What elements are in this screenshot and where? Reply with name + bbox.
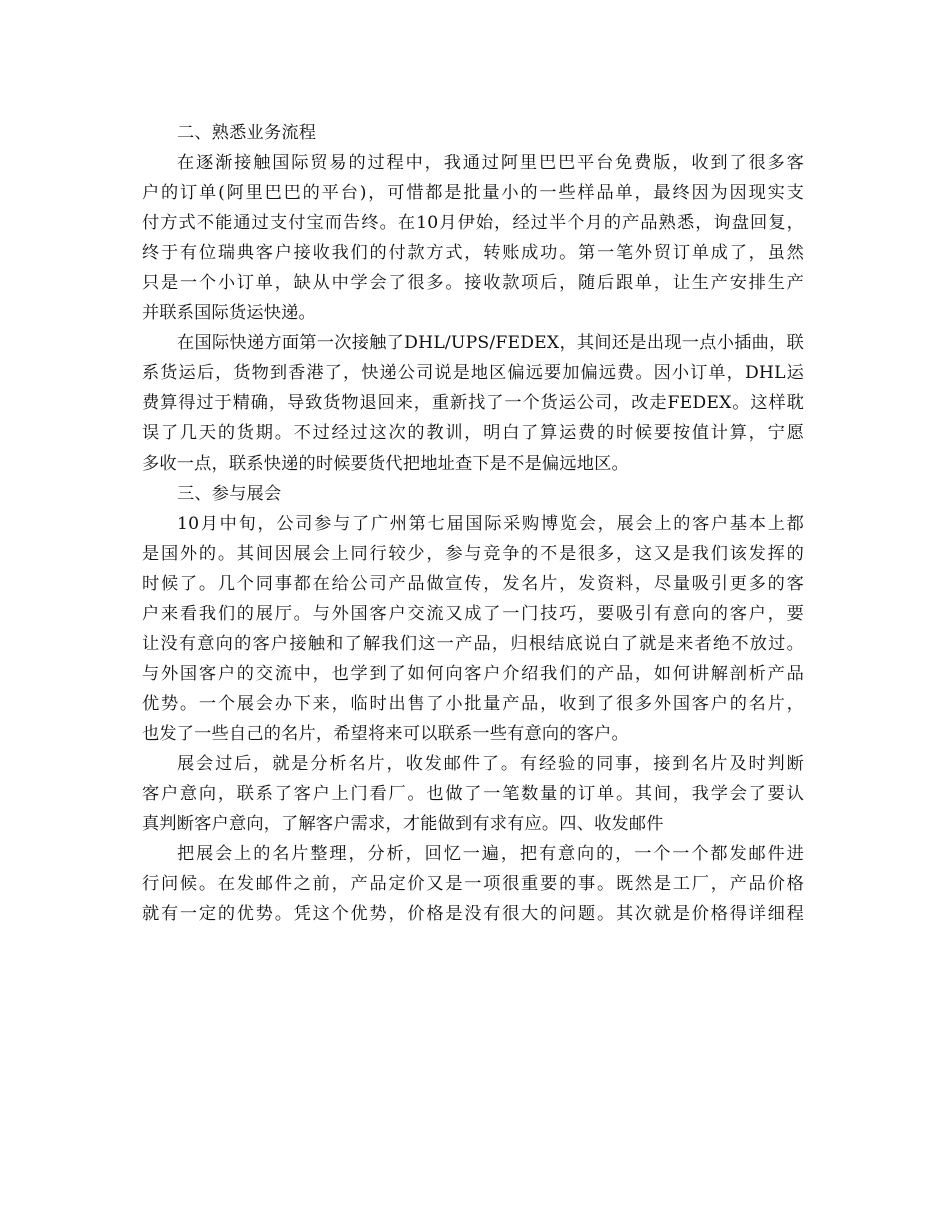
paragraph-line: 付方式不能通过支付宝而告终。在10月伊始，经过半个月的产品熟悉，询盘回复，	[142, 213, 804, 234]
paragraph-line: 多收一点，联系快递的时候要货代把地址查下是不是偏远地区。	[142, 453, 629, 474]
paragraph-line: 优势。一个展会办下来，临时出售了小批量产品，收到了很多外国客户的名片，	[142, 693, 804, 714]
paragraph-line: 就有一定的优势。凭这个优势，价格是没有很大的问题。其次就是价格得详细程	[142, 904, 804, 925]
paragraph-line: 与外国客户的交流中，也学到了如何向客户介绍我们的产品，如何讲解剖析产品	[142, 663, 804, 684]
paragraph-line: 户的订单(阿里巴巴的平台)，可惜都是批量小的一些样品单，最终因为因现实支	[142, 183, 804, 204]
paragraph-line: 行问候。在发邮件之前，产品定价又是一项很重要的事。既然是工厂，产品价格	[142, 874, 804, 895]
paragraph-line: 真判断客户意向，了解客户需求，才能做到有求有应。四、收发邮件	[142, 814, 664, 835]
paragraph-line: 在逐渐接触国际贸易的过程中，我通过阿里巴巴平台免费版，收到了很多客	[177, 153, 804, 174]
paragraph-line: 终于有位瑞典客户接收我们的付款方式，转账成功。第一笔外贸订单成了，虽然	[142, 243, 804, 264]
paragraph-line: 户来看我们的展厅。与外国客户交流又成了一门技巧，要吸引有意向的客户，要	[142, 603, 804, 624]
paragraph-line: 时候了。几个同事都在给公司产品做宣传，发名片，发资料，尽量吸引更多的客	[142, 573, 804, 594]
document-body	[142, 118, 804, 929]
paragraph-line: 只是一个小订单，缺从中学会了很多。接收款项后，随后跟单，让生产安排生产	[142, 273, 804, 294]
section-heading: 三、参与展会	[177, 483, 282, 504]
paragraph-line: 客户意向，联系了客户上门看厂。也做了一笔数量的订单。其间，我学会了要认	[142, 784, 804, 805]
paragraph-line: 让没有意向的客户接触和了解我们这一产品，归根结底说白了就是来者绝不放过。	[142, 633, 804, 654]
paragraph-line: 系货运后，货物到香港了，快递公司说是地区偏远要加偏远费。因小订单，DHL运	[142, 363, 804, 384]
paragraph-line: 费算得过于精确，导致货物退回来，重新找了一个货运公司，改走FEDEX。这样耽	[142, 393, 804, 414]
paragraph-line: 10月中旬，公司参与了广州第七届国际采购博览会，展会上的客户基本上都	[177, 513, 804, 534]
paragraph-line: 并联系国际货运快递。	[142, 303, 316, 324]
paragraph-line: 把展会上的名片整理，分析，回忆一遍，把有意向的，一个一个都发邮件进	[177, 844, 804, 865]
paragraph-line: 误了几天的货期。不过经过这次的教训，明白了算运费的时候要按值计算，宁愿	[142, 423, 804, 444]
section-heading: 二、熟悉业务流程	[177, 123, 317, 143]
paragraph-line: 在国际快递方面第一次接触了DHL/UPS/FEDEX，其间还是出现一点小插曲，联	[177, 333, 804, 354]
paragraph-line: 是国外的。其间因展会上同行较少，参与竞争的不是很多，这又是我们该发挥的	[142, 543, 804, 564]
paragraph-line: 展会过后，就是分析名片，收发邮件了。有经验的同事，接到名片及时判断	[177, 753, 804, 774]
paragraph-line: 也发了一些自己的名片，希望将来可以联系一些有意向的客户。	[142, 723, 629, 744]
